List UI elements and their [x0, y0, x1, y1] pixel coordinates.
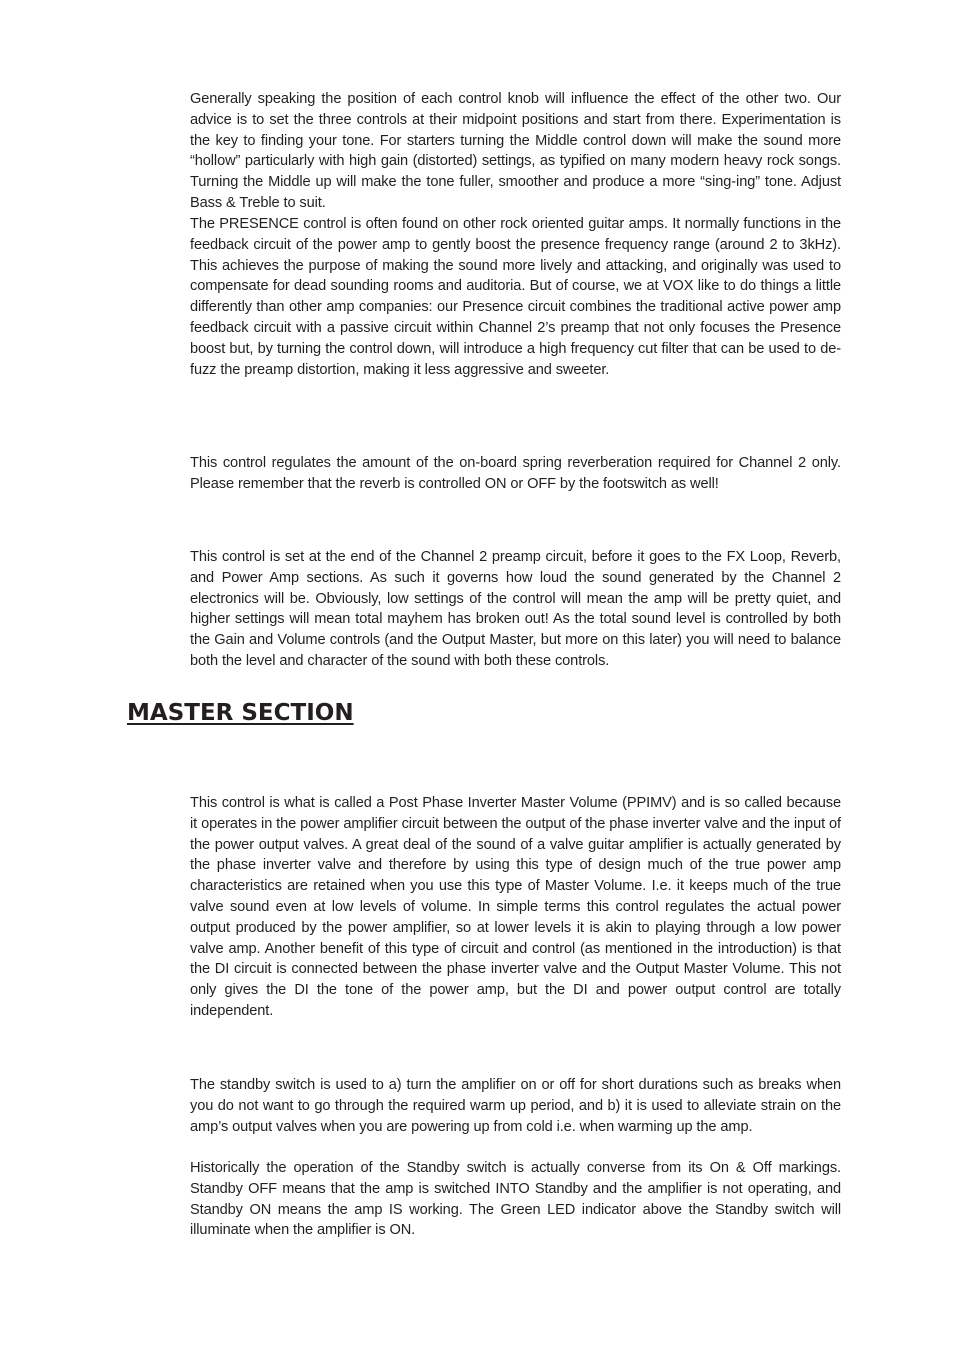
master-section-heading: MASTER SECTION — [127, 700, 354, 726]
reverb-paragraph: This control regulates the amount of the on-board spring reverberation required for Channel 2 only. Please remember that the reverb is controlled ON or OFF by the footswitch as well! — [190, 455, 841, 492]
output-master-paragraph: This control is what is called a Post Phase Inverter Master Volume (PPIMV) and is so called because it operates in the power amplifier circuit between the output of the phase inverter valve and the input of the power output valves. A great deal of the sound of a valve guitar amplifier is actually generated by the phase inverter valve and therefore by using this type of design much of the true power amp characteristics are retained when you use this type of Master Volume. I.e. it keeps much of the true valve sound even at low levels of volume. In simple terms this control regulates the actual power output produced by the power amplifier, so at lower levels it is akin to playing through a low power valve amp. Another benefit of this type of circuit and control (as mentioned in the introduction) is that the DI circuit is connected between the phase inverter valve and the Output Master Volume. This not only gives the DI the tone of the power amp, but the DI and power output control are totally independent. — [190, 795, 841, 1019]
tone-controls-paragraph: Generally speaking the position of each control knob will influence the effect of the other two. Our advice is to set the three controls at their midpoint positions and start from there. Experimentation is the key to finding your tone. For starters turning the Middle control down will make the sound more “hollow” particularly with high gain (distorted) settings, as typified on many modern heavy rock songs. Turning the Middle up will make the tone fuller, smoother and produce a more “sing-ing” tone. Adjust Bass & Treble to suit. — [190, 91, 841, 211]
volume-paragraph: This control is set at the end of the Channel 2 preamp circuit, before it goes to the FX Loop, Reverb, and Power Amp sections. As such it governs how loud the sound generated by the Channel 2 electronics will be. Obviously, low settings of the control will mean the amp will be pretty quiet, and higher settings will mean total mayhem has broken out! As the total sound level is controlled by both the Gain and Volume controls (and the Output Master, but more on this later) you will need to balance both the level and character of the sound with both these controls. — [190, 549, 841, 669]
presence-paragraph: The PRESENCE control is often found on other rock oriented guitar amps. It normally functions in the feedback circuit of the power amp to gently boost the presence frequency range (around 2 to 3kHz). This achieves the purpose of making the sound more lively and attacking, and originally was used to compensate for dead sounding rooms and auditoria. But of course, we at VOX like to do things a little differently than other amp companies: our Presence circuit combines the traditional active power amp feedback circuit with a passive circuit within Channel 2’s preamp that not only focuses the Presence boost but, by turning the control down, will introduce a high frequency cut filter that can be used to de-fuzz the preamp distortion, making it less aggressive and sweeter. — [190, 216, 841, 378]
standby-history-paragraph: Historically the operation of the Standby switch is actually converse from its On & Off markings. Standby OFF means that the amp is switched INTO Standby and the amplifier is not operating, and Standby ON means the amp IS working. The Green LED indicator above the Standby switch will illuminate when the amplifier is ON. — [190, 1160, 841, 1239]
standby-paragraph: The standby switch is used to a) turn the amplifier on or off for short durations such as breaks when you do not want to go through the required warm up period, and b) it is used to alleviate strain on the amp’s output valves when you are powering up from cold i.e. when warming up the amp. — [190, 1077, 841, 1135]
